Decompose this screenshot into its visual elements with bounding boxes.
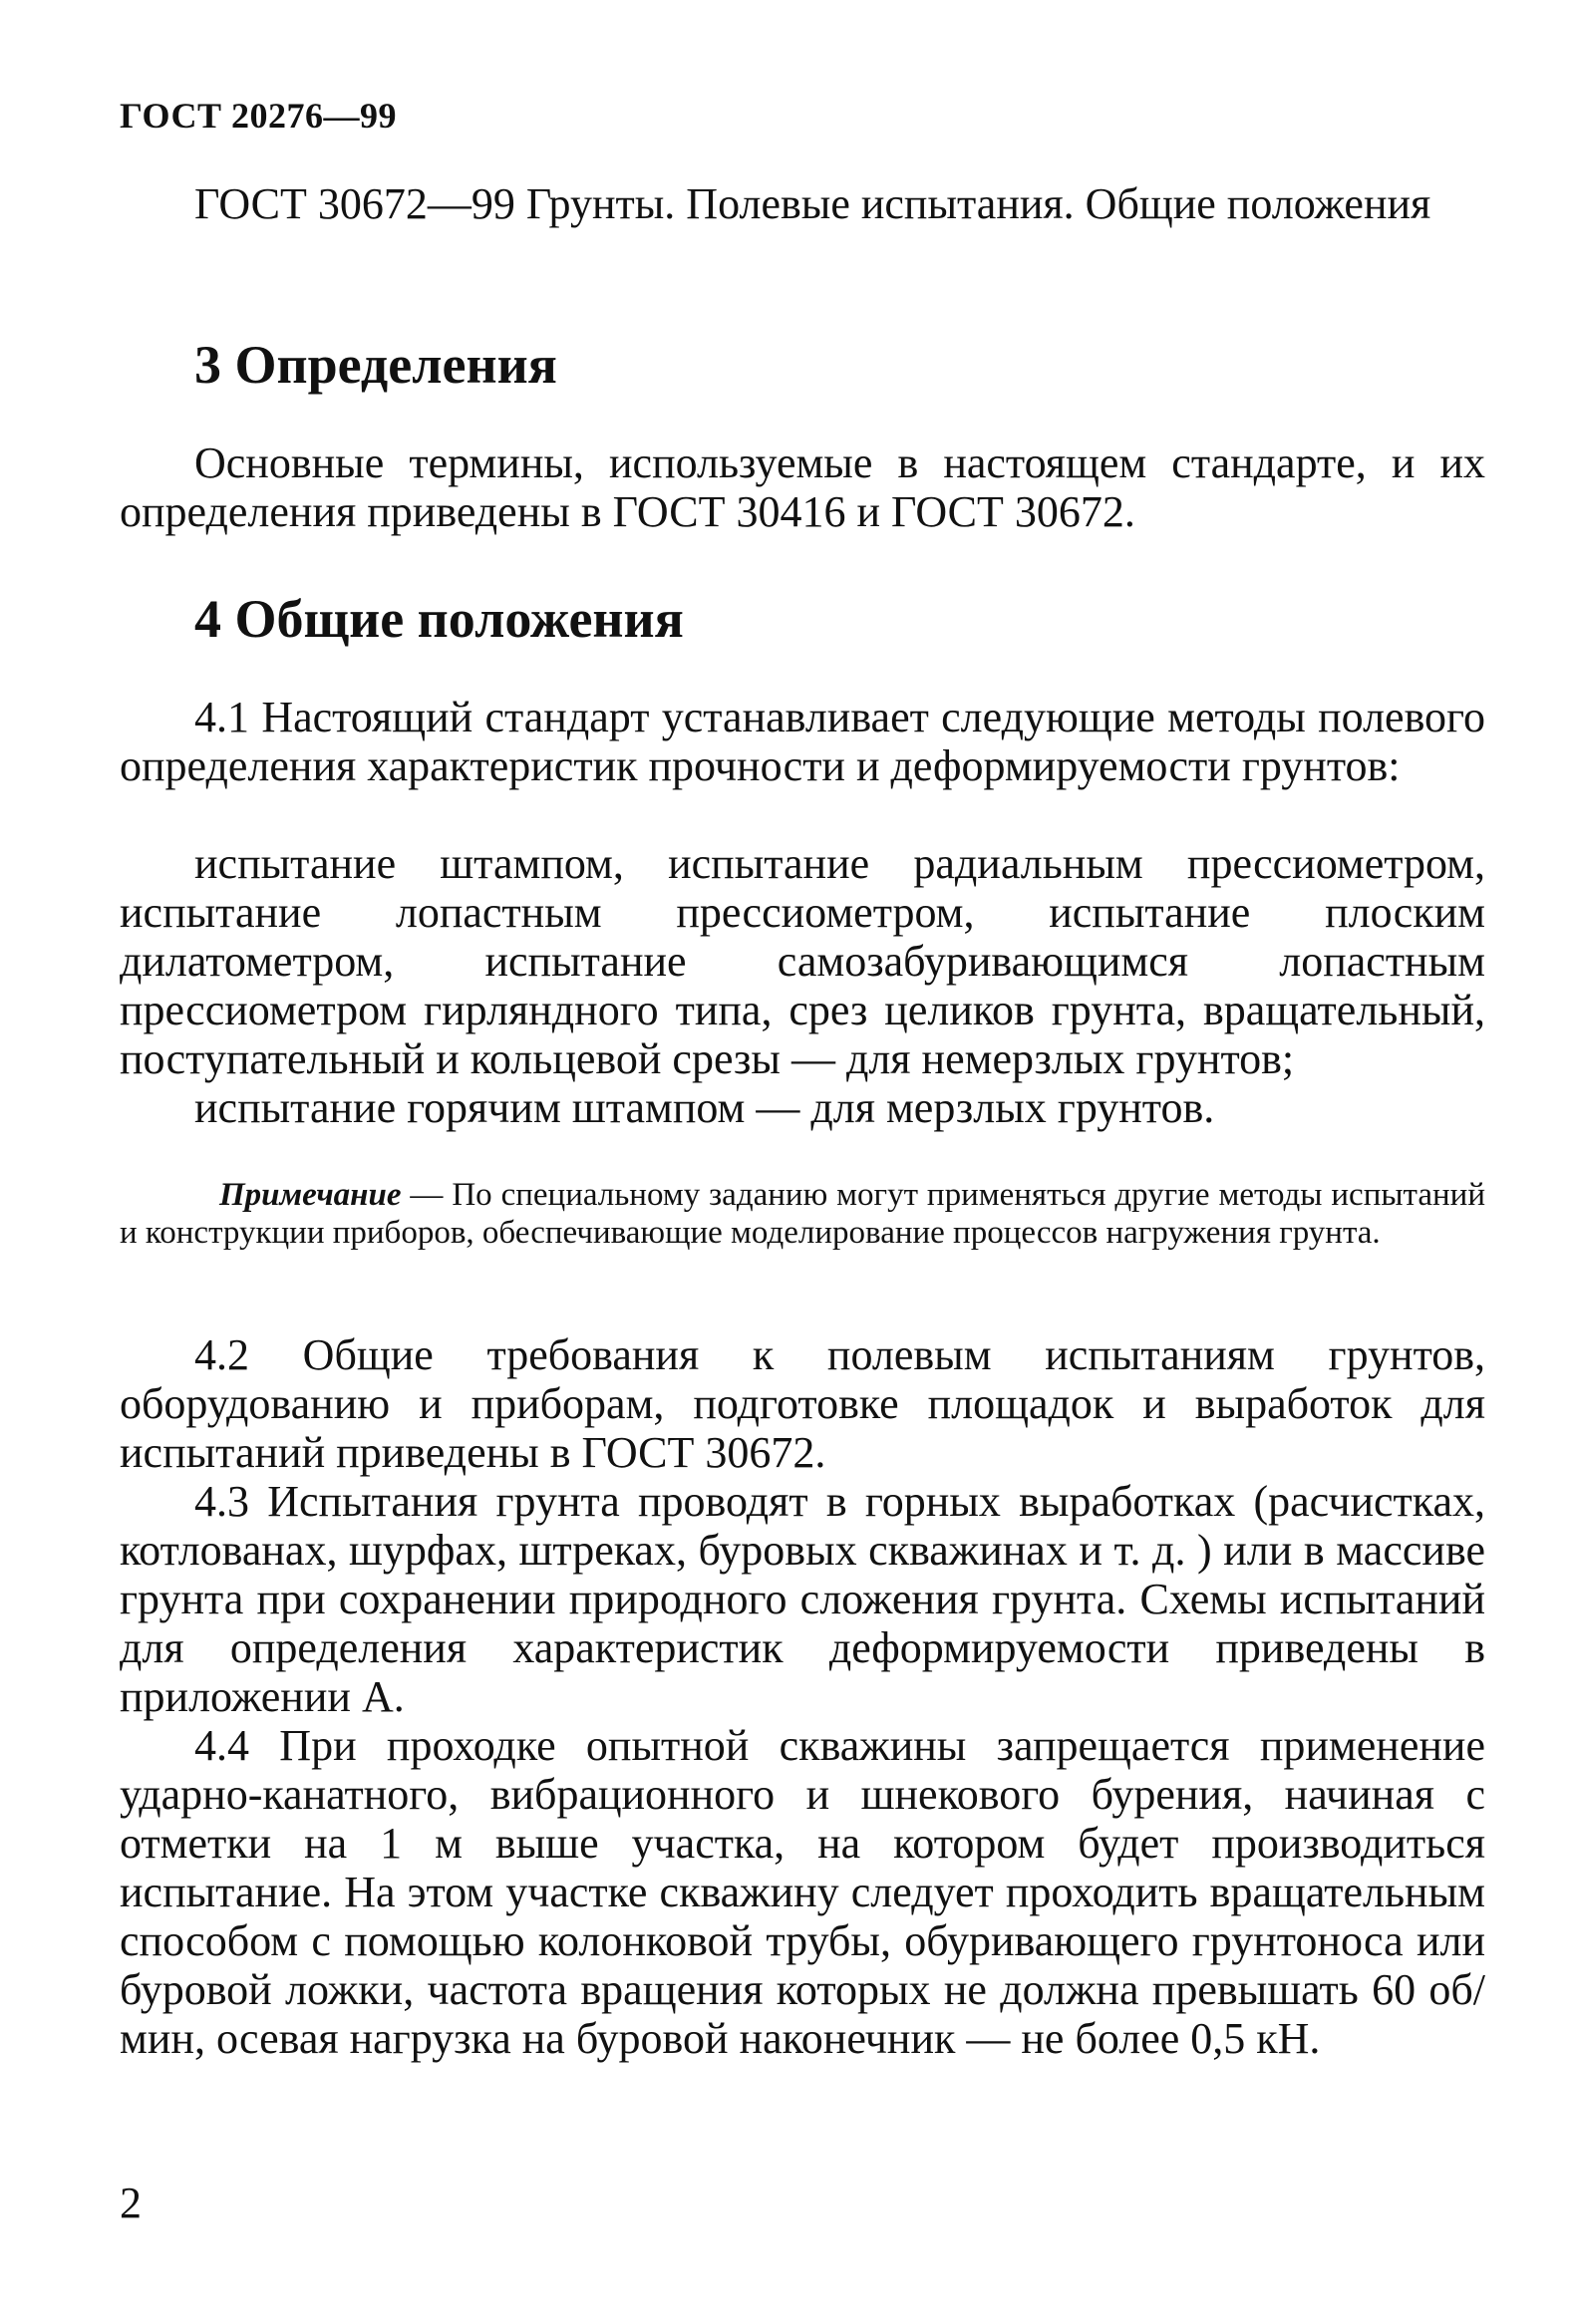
document-header: ГОСТ 20276—99 (120, 96, 397, 136)
paragraph-4-1-list-b: испытание горячим штампом — для мерзлых грунтов. (194, 1083, 1215, 1132)
note-label: Примечание (219, 1177, 402, 1213)
reference-paragraph: ГОСТ 30672—99 Грунты. Полевые испытания. Общие положения (194, 179, 1431, 228)
section-3-text: Основные термины, используемые в настоящем стандарте, и их определения приведены в ГОСТ 30416 и ГОСТ 30672. (120, 438, 1485, 536)
paragraph-4-3: 4.3 Испытания грунта проводят в горных выработках (расчистках, котлованах, шурфах, штреках, буровых скважинах и т. д. ) или в массиве грунта при сохранении природного сложения грунта. Схемы испытаний для определения характеристик деформируемости приведены в приложении А. (120, 1477, 1485, 1721)
paragraph-4-4: 4.4 При проходке опытной скважины запрещается применение ударно-канатного, вибрационного и шнекового бурения, начиная с отметки на 1 м выше участка, на котором будет производиться испытание. На этом участке скважину следует проходить вращательным способом с помощью колонковой трубы, обуривающего грунтоноса или буровой ложки, частота вращения которых не должна превышать 60 об/мин, осевая нагрузка на буровой наконечник — не более 0,5 кН. (120, 1721, 1485, 2063)
paragraph-4-1: 4.1 Настоящий стандарт устанавливает следующие методы полевого определения характеристик прочности и деформируемости грунтов: (120, 693, 1485, 790)
page-number: 2 (120, 2179, 142, 2227)
paragraph-4-2: 4.2 Общие требования к полевым испытаниям грунтов, оборудованию и приборам, подготовке площадок и выработок для испытаний приведены в ГОСТ 30672. (120, 1330, 1485, 1477)
section-3-title: 3 Определения (194, 335, 557, 395)
section-4-title: 4 Общие положения (194, 589, 684, 649)
note-paragraph (120, 1176, 1485, 1252)
note-text: — По специальному заданию могут применяться другие методы испытаний и конструкции приборов, обеспечивающие моделирование процессов нагружения грунта. (120, 1177, 1485, 1251)
paragraph-4-1-list-a: испытание штампом, испытание радиальным прессиометром, испытание лопастным прессиометром, испытание плоским дилатометром, испытание самозабуривающимся лопастным прессиометром гирляндного типа, срез целиков грунта, вращательный, поступательный и кольцевой срезы — для немерзлых грунтов; (120, 839, 1485, 1083)
